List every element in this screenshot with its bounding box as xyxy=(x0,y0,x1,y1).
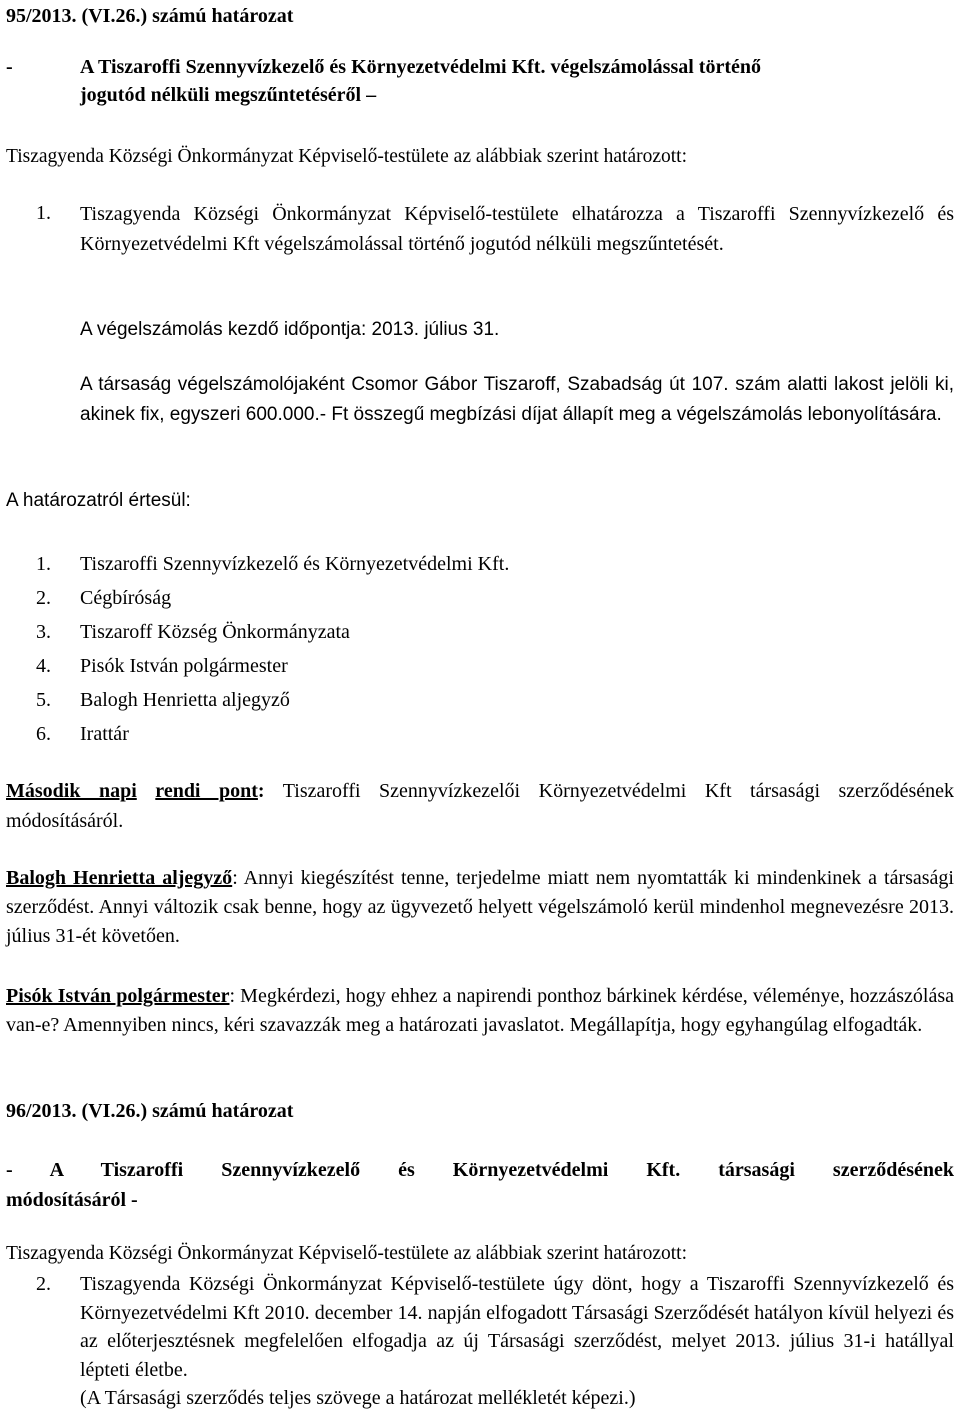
speaker-name: Pisók István polgármester xyxy=(6,985,230,1007)
agenda-label-2: rendi pont xyxy=(155,780,258,802)
resolution-95-title: 95/2013. (VI.26.) számú határozat xyxy=(6,5,294,27)
liquidator-appointment: A társaság végelszámolójaként Csomor Gábor Tiszaroff, Szabadság út 107. szám alatti lakost jelöli ki, akinek fix, egyszeri 600.000.- Ft összegű megbízási díjat állapít meg a végelszámolás lebonyolítására. xyxy=(80,374,954,425)
list-item: 2. Cégbíróság xyxy=(36,587,172,609)
speech-text: Megkérdezi, hogy ehhez a napirendi ponthoz bárkinek kérdése, véleménye, hozzászólása van-e? Amennyiben nincs, kéri szavazzák meg a határozati javaslatot. Megállapítja, hogy egyhangúlag elfogadták. xyxy=(6,985,954,1036)
resolution-96-intro: Tiszagyenda Községi Önkormányzat Képviselő-testülete az alábbiak szerint határozott: xyxy=(6,1243,688,1264)
resolution-95-item xyxy=(36,199,954,259)
resolution-95-subject xyxy=(6,53,954,109)
resolution-96-item xyxy=(36,1270,954,1412)
list-item: 6. Irattár xyxy=(36,723,129,745)
subject-dash: - xyxy=(6,56,13,78)
subject-line-2: jogutód nélküli megszűntetéséről – xyxy=(80,84,377,106)
agenda-label-1: Második napi xyxy=(6,780,137,802)
list-item: 1. Tiszaroffi Szennyvízkezelő és Környezetvédelmi Kft. xyxy=(36,553,510,575)
subject-line-2: módosításáról - xyxy=(6,1189,138,1211)
item-number: 2. xyxy=(36,1273,51,1295)
agenda-point: Második napi rendi pont: Tiszaroffi Szennyvízkezelői Környezetvédelmi Kft társasági szerződésének módosításáról. xyxy=(6,780,954,832)
notify-label: A határozatról értesül: xyxy=(6,490,191,511)
subject-line-1: A Tiszaroffi Szennyvízkezelő és Környezetvédelmi Kft. végelszámolással történő xyxy=(80,56,761,78)
item-text: Tiszagyenda Községi Önkormányzat Képviselő-testülete elhatározza a Tiszaroffi Szennyvízkezelő és Környezetvédelmi Kft végelszámolással történő jogutód nélküli megszűntetését. xyxy=(80,203,954,255)
speech-polgarmester: Pisók István polgármester: Megkérdezi, hogy ehhez a napirendi ponthoz bárkinek kérdése, véleménye, hozzászólása van-e? Amennyiben nincs, kéri szavazzák meg a határozati javaslatot. Megállapítja, hogy egyhangúlag elfogadták. xyxy=(6,985,954,1036)
resolution-96-title: 96/2013. (VI.26.) számú határozat xyxy=(6,1100,294,1122)
resolution-96-subject xyxy=(6,1155,954,1215)
item-number: 1. xyxy=(36,202,51,224)
list-item: 4. Pisók István polgármester xyxy=(36,655,288,677)
item-note: (A Társasági szerződés teljes szövege a határozat mellékletét képezi.) xyxy=(80,1387,636,1409)
notify-list xyxy=(36,550,509,754)
list-item: 5. Balogh Henrietta aljegyző xyxy=(36,689,290,711)
speech-text: Annyi kiegészítést tenne, terjedelme miatt nem nyomtatták ki mindenkinek a társasági szerződést. Annyi változik csak benne, hogy az ügyvezető helyett végelszámoló kerül mindenhol megnevezésre 2013. július 31-ét követően. xyxy=(6,867,954,947)
subject-line-1: - A Tiszaroffi Szennyvízkezelő és Környezetvédelmi Kft. társasági szerződésének xyxy=(6,1159,954,1181)
list-item: 3. Tiszaroff Község Önkormányzata xyxy=(36,621,350,643)
resolution-95-intro: Tiszagyenda Községi Önkormányzat Képviselő-testülete az alábbiak szerint határozott: xyxy=(6,146,688,167)
speaker-name: Balogh Henrietta aljegyző xyxy=(6,867,233,889)
item-text: Tiszagyenda Községi Önkormányzat Képviselő-testülete úgy dönt, hogy a Tiszaroffi Szennyvízkezelő és Környezetvédelmi Kft 2010. december 14. napján elfogadott Társasági Szerződését hatályon kívül helyezi és az előterjesztésnek megfelelően elfogadja az új Társasági szerződést, melyet 2013. július 31-i hatállyal lépteti életbe. xyxy=(80,1273,954,1381)
liquidation-start-date: A végelszámolás kezdő időpontja: 2013. július 31. xyxy=(80,319,500,340)
agenda-text: Tiszaroffi Szennyvízkezelői Környezetvédelmi Kft társasági szerződésének módosításáról. xyxy=(6,780,954,832)
speech-aljegyzo: Balogh Henrietta aljegyző: Annyi kiegészítést tenne, terjedelme miatt nem nyomtatták ki mindenkinek a társasági szerződést. Annyi változik csak benne, hogy az ügyvezető helyett végelszámoló kerül mindenhol megnevezésre 2013. július 31-ét követően. xyxy=(6,867,954,947)
